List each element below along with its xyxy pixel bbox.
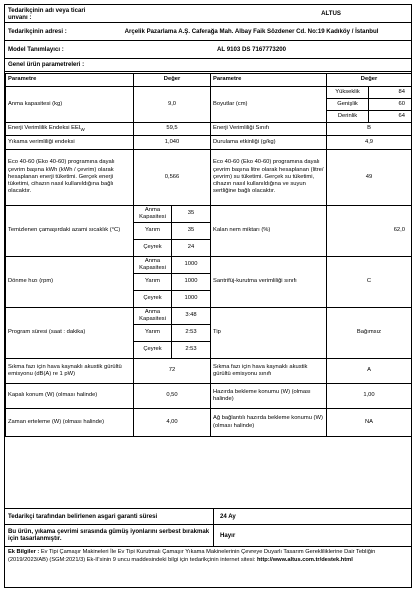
spin-speed-half-label: Yarım [134,274,172,291]
depth-value: 64 [369,111,412,123]
address-label: Tedarikçinin adresi : [8,28,67,35]
table-header-row [6,74,412,87]
noise-value: 72 [134,359,211,384]
warranty-label: Tedarikçi tarafından belirlenen asgari garanti süresi [5,509,214,524]
spin-speed-quarter-value: 1000 [172,291,211,308]
silver-ion-row [5,524,411,547]
duration-full-value: 3:48 [172,308,211,325]
energy-class-label: Enerji Verimliliği Sınıfı [211,123,327,136]
table-row [6,206,412,223]
depth-label: Derinlik [327,111,369,123]
additional-info-prefix: Ek Bilgiler : [8,549,40,555]
table-row [6,136,412,150]
spin-speed-full-label: Anma Kapasitesi [134,257,172,274]
table-row [6,308,412,325]
column-header-value: Değer [327,74,412,87]
water-cycle-value: 49 [327,150,412,206]
model-row [5,41,411,59]
warranty-value: 24 Ay [220,513,236,520]
spin-speed-half-value: 1000 [172,274,211,291]
table-row [6,123,412,136]
rinse-value: 4,9 [327,136,412,150]
networked-standby-label: Ağ bağlantılı hazırda bekleme konumu (W) (olması halinde) [211,409,327,437]
duration-half-value: 2:53 [172,325,211,342]
duration-quarter-value: 2:53 [172,342,211,359]
silver-ion-value: Hayır [220,531,236,539]
model-value: AL 9103 DS 7167773200 [216,46,286,53]
max-temp-quarter-label: Çeyrek [134,240,172,257]
spin-speed-quarter-label: Çeyrek [134,291,172,308]
table-row [6,257,412,274]
type-value: Bağımsız [327,308,412,359]
wash-index-value: 1,040 [134,136,211,150]
width-value: 60 [369,99,412,111]
height-label: Yükseklik [327,87,369,99]
column-header-value: Değer [134,74,211,87]
height-value: 84 [369,87,412,99]
residual-moisture-label: Kalan nem miktarı (%) [211,206,327,257]
noise-class-value: A [327,359,412,384]
eei-label [6,123,134,136]
energy-class-value: B [327,123,412,136]
residual-moisture-value: 62,0 [327,206,412,257]
water-cycle-label: Eco 40-60 (Eko 40-60) programına dayalı çevrim başına litre olarak hesaplanan (litre/çevrim) su tüketimi. Gerçek su tüketimi, cihazın nasıl kullanıldığına ve suyun sertliğine bağlı olacaktır. [211,150,327,206]
additional-info [8,549,408,564]
energy-cycle-value: 0,566 [134,150,211,206]
supplier-label: Tedarikçinin adı veya ticari unvanı : [8,6,86,21]
duration-quarter-label: Çeyrek [134,342,172,359]
capacity-value: 9,0 [134,87,211,123]
noise-class-label: Sıkma fazı için hava kaynaklı akustik gürültü emisyonu sınıfı [211,359,327,384]
max-temp-full-label: Anma Kapasitesi [134,206,172,223]
model-label: Model Tanımlayıcı : [8,46,64,53]
capacity-label: Anma kapasitesi (kg) [6,87,134,123]
delay-start-value: 4,00 [134,409,211,437]
spin-class-label: Santrifüj-kurutma verimliliği sınıfı [211,257,327,308]
additional-info-text: Ev Tipi Çamaşır Makineleri İle Ev Tipi Kurutmalı Çamaşır Yıkama Makinelerinin Çevreye Duyarlı Tasarım Gerekliliklerine Dair Tebliğin (2019/2023/AB) (SGM:2021/3) Ek-II'sinin 9 uncu maddesindeki bilgi için tedarikçinin internet sitesi: [8,549,376,563]
standby-label: Hazırda bekleme konumu (W) (olması halinde) [211,384,327,409]
eei-value: 59,5 [134,123,211,136]
delay-start-label: Zaman erteleme (W) (olması halinde) [6,409,134,437]
general-parameters-title: Genel ürün parametreleri : [5,59,411,72]
max-temp-quarter-value: 24 [172,240,211,257]
spin-class-value: C [327,257,412,308]
max-temp-half-value: 35 [172,223,211,240]
table-row [6,409,412,437]
table-row [6,384,412,409]
address-row [5,23,411,41]
spin-speed-full-value: 1000 [172,257,211,274]
energy-cycle-label: Eco 40-60 (Eko 40-60) programına dayalı çevrim başına kWh (kWh / çevrim) olarak hesaplanan enerji tüketimi. Gerçek enerji tüketimi, cihazın nasıl kullanıldığına bağlı olacaktır. [6,150,134,206]
eei-label-text: Enerji Verimlilik Endeksi EEI [8,124,81,131]
supplier-row [5,5,411,23]
support-link[interactable]: http://www.altus.com.tr/destek.html [256,556,353,563]
wash-index-label: Yıkama verimliliği endeksi [6,136,134,150]
width-label: Genişlik [327,99,369,111]
spin-speed-label: Dönme hızı (rpm) [6,257,134,308]
off-mode-label: Kapalı konum (W) (olması halinde) [6,384,134,409]
max-temp-half-label: Yarım [134,223,172,240]
column-header-param: Parametre [211,74,327,87]
warranty-row [5,508,411,525]
parameters-table [5,73,412,437]
duration-label: Program süresi (saat : dakika) [6,308,134,359]
standby-value: 1,00 [327,384,412,409]
table-row [6,150,412,206]
address-value: Arçelik Pazarlama A.Ş. Caferağa Mah. Albay Faik Sözdener Cd. No:19 Kadıköy / İstanbul [124,28,379,35]
duration-full-label: Anma Kapasitesi [134,308,172,325]
silver-ion-label: Bu ürün, yıkama çevrimi sırasında gümüş iyonlarını serbest bırakmak için tasarlanmıştır. [5,524,214,546]
table-row [6,359,412,384]
max-temp-full-value: 35 [172,206,211,223]
supplier-value: ALTUS [321,10,341,17]
max-temp-label: Temizlenen çamaşırdaki azami sıcaklık (°C) [6,206,134,257]
product-information-sheet [4,4,412,588]
type-label: Tip [211,308,327,359]
networked-standby-value: NA [327,409,412,437]
off-mode-value: 0,50 [134,384,211,409]
noise-label: Sıkma fazı için hava kaynaklı akustik gürültü emisyonu (dB(A) re 1 pW) [6,359,134,384]
eei-label-subscript: W [80,126,85,132]
column-header-param: Parametre [6,74,134,87]
duration-half-label: Yarım [134,325,172,342]
dimensions-label: Boyutlar (cm) [211,87,327,123]
table-row [6,87,412,99]
rinse-label: Durulama etkinliği (g/kg) [211,136,327,150]
